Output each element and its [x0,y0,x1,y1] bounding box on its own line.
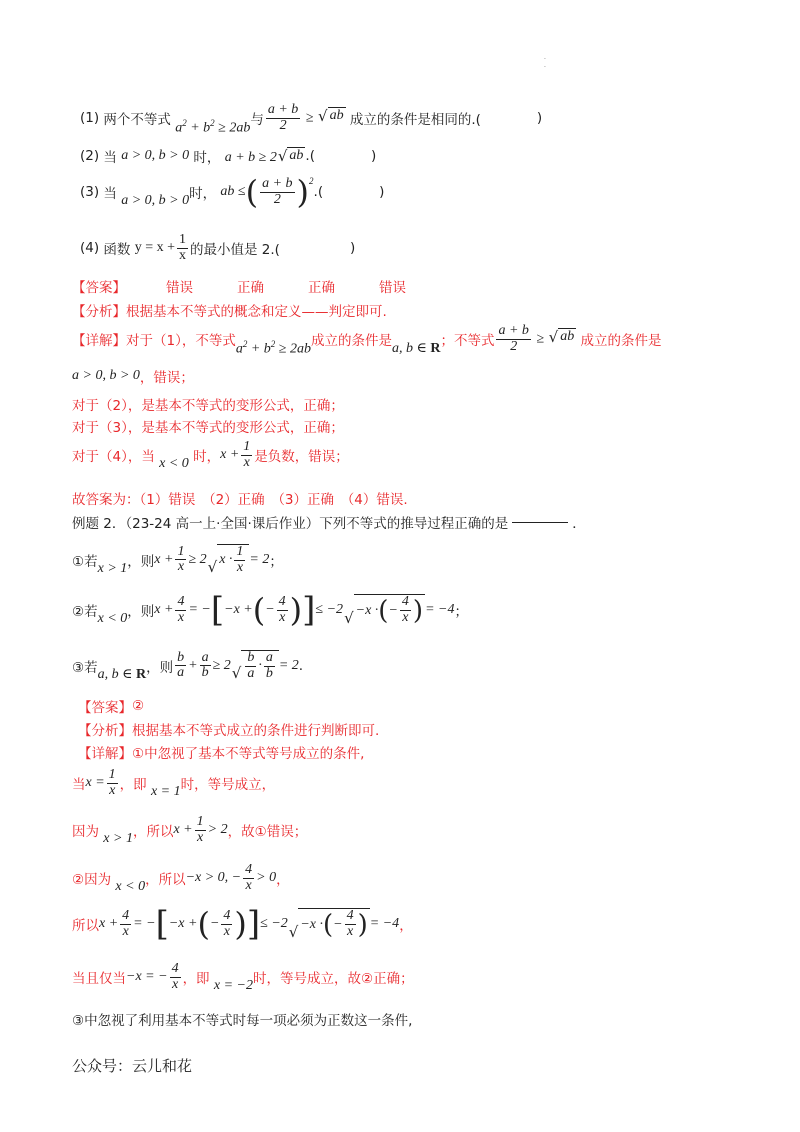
detail-2-line-6: 当且仅当 −x = − $\frac{4}{x}$ ，即 x = −2 时，等号成立，故②正确； [72,961,414,994]
option-2: ②若 x < 0 ，则 x + $\frac{4}{x}$ = − [ −x + ( − $\frac{4}{x}$ ) ] ≤ −2 √ −x · ( − $\frac{4}{x}$ ) = −4 ； [72,590,468,630]
detail-1-line-2: a > 0, b > 0 ，错误； [72,368,194,386]
answer-2: 【答案】 ② [78,698,145,716]
option-3: ③若 a, b ∈ R ，则 $\frac{b}{a}$ + $\frac{a}{b}$ ≥ 2 √ $\frac{b}{a}$ · $\frac{a}{b}$ = 2 . [72,649,304,683]
item-1: (1) 两个不等式 $a^2 + b^2 \ge 2ab$ 与 $\frac{a + b}{2}$ ≥ √ ab 成立的条件是相同的.( ) [80,102,543,136]
detail-2-line-4: ②因为 x < 0 ，所以 −x > 0, − $\frac{4}{x}$ > 0 ， [72,862,290,895]
detail-2-line-3: 因为 x > 1 ，所以 x + $\frac{1}{x}$ > 2 ，故①错误； [72,814,308,847]
item-3: (3) 当 a > 0, b > 0 时， ab ≤ ( $\frac{a + b}{2}$ ) 2 .( ) [80,173,385,211]
answer-blank [512,522,568,523]
answer-1: 【答案】 错误 正确 正确 错误 [72,276,406,296]
item-2: (2) 当 a > 0, b > 0 时， a + b ≥ 2 √ ab .( ) [80,146,377,166]
detail-1-line-5: 对于（4），当 x < 0 时， x + $\frac{1}{x}$ 是负数，错误； [72,439,349,472]
detail-1-line-4: 对于（3），是基本不等式的变形公式，正确； [72,420,344,436]
answer-tag: 【答案】 [72,280,126,296]
item-1-number: (1) [80,110,100,127]
inequality-square-sum: $a^2 + b^2 \ge 2ab$ [175,117,251,136]
analysis-2: 【分析】 根据基本不等式成立的条件进行判断即可. [78,723,380,739]
detail-2-line-7: ③中忽视了利用基本不等式时每一项必须为正数这一条件, [72,1013,413,1029]
detail-1-line-3: 对于（2），是基本不等式的变形公式，正确； [72,398,344,414]
detail-1-line-1: 【详解】 对于（1），不等式 $a^2 + b^2 \ge 2ab$ 成立的条件是 a, b ∈ R ；不等式 $\frac{a + b}{2}$ ≥ √ ab 成立的条件是 [72,323,662,357]
analysis-1: 【分析】 根据基本不等式的概念和定义——判定即可. [72,304,387,320]
scan-dots: · · [544,56,546,71]
example-2-title: 例题 2．（23-24 高一上·全国·课后作业）下列不等式的推导过程正确的是 ． [72,516,586,532]
footer-account: 公众号：云儿和花 [72,1057,193,1075]
detail-2-line-5: 所以 x + $\frac{4}{x}$ = − [ −x + ( − $\frac{4}{x}$ ) ] ≤ −2 √ −x · ( − $\frac{4}{x}$ ) = −4 ， [72,904,413,944]
detail-2-line-2: 当 x = $\frac{1}{x}$ ，即 x = 1 时，等号成立， [72,767,276,800]
detail-1-summary: 故答案为：（1）错误 （2）正确 （3）正确 （4）错误. [72,492,408,508]
inequality-mean: $\frac{a + b}{2}$ ≥ √ ab [267,102,344,133]
option-1: ①若 x > 1 ，则 x + $\frac{1}{x}$ ≥ 2 √ x · $\frac{1}{x}$ = 2 ； [72,543,283,577]
detail-2-line-1: 【详解】 ①中忽视了基本不等式等号成立的条件, [78,746,365,762]
item-4: (4) 函数 y = x + $\frac{1}{x}$ 的最小值是 2.( ) [80,232,356,263]
